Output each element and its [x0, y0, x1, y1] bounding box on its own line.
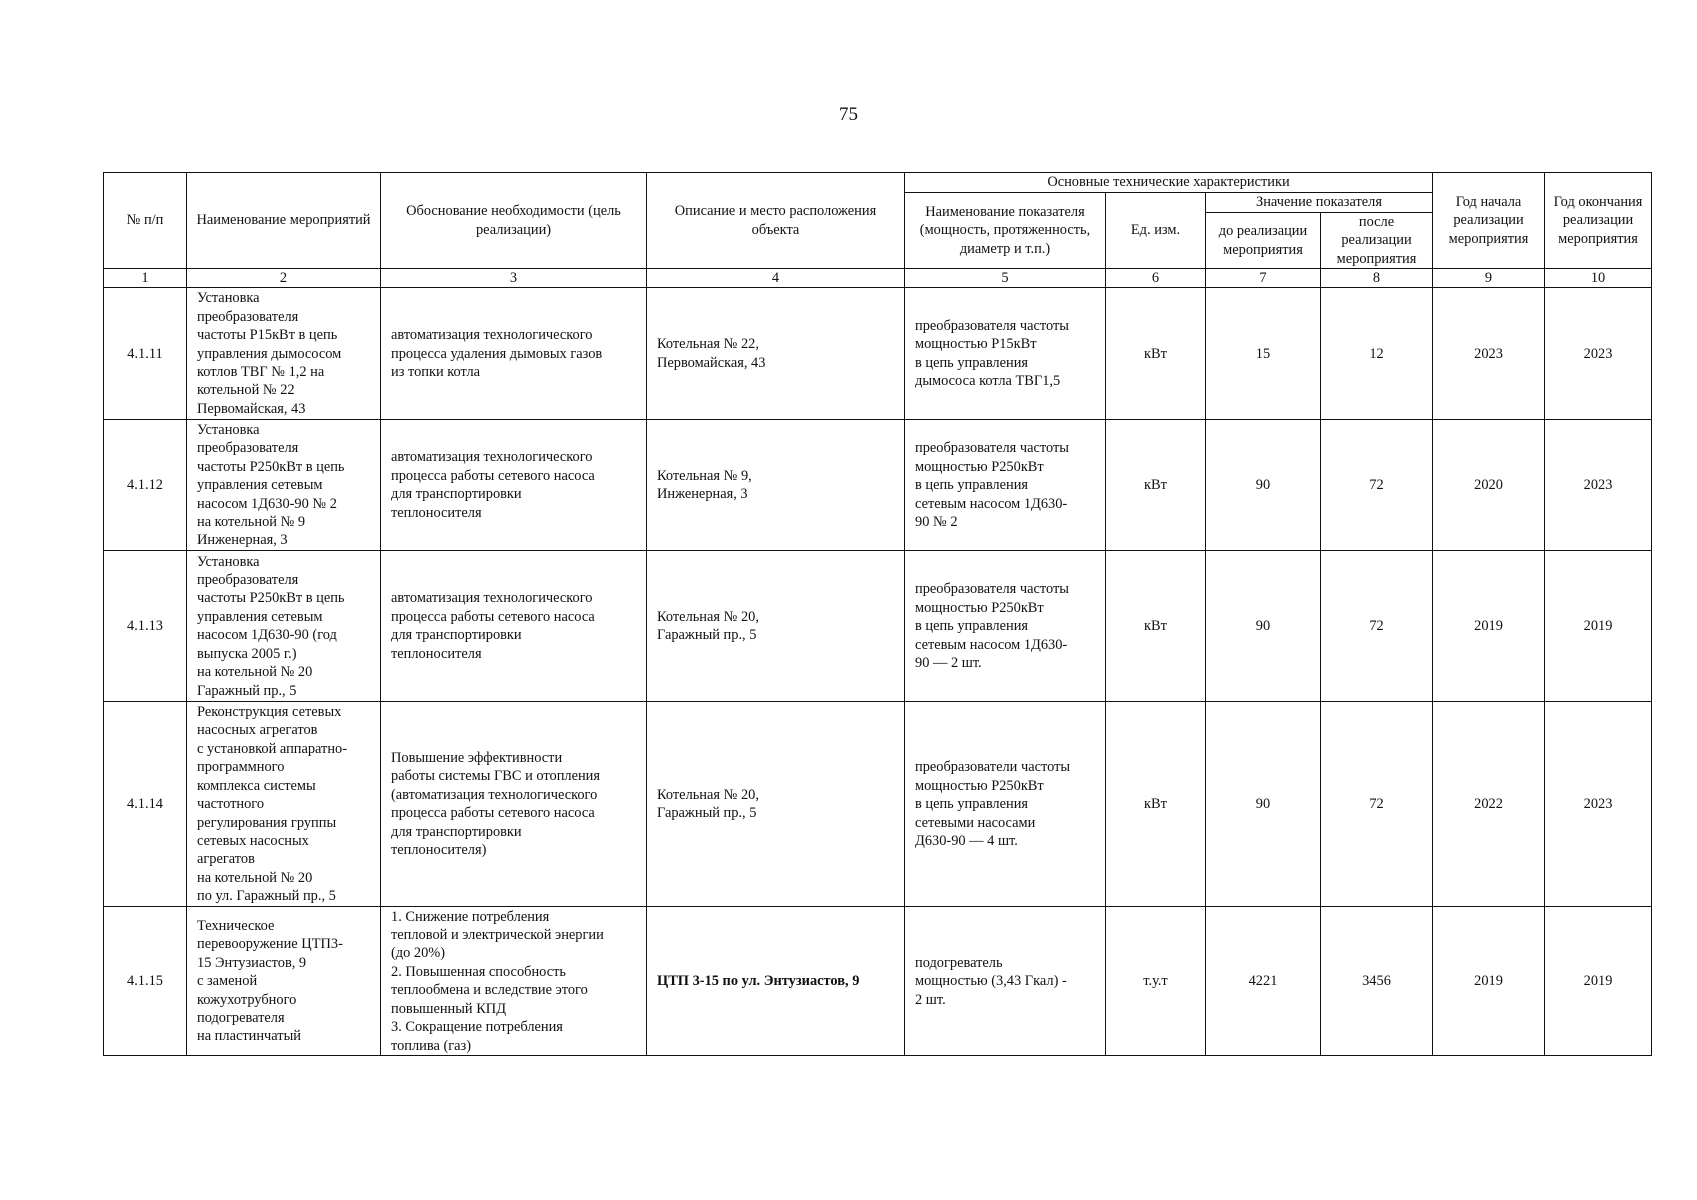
header-name: Наименование мероприятий [187, 173, 381, 269]
row-justification-line: Повышение эффективности [391, 750, 563, 766]
row-name-line: частотного [197, 796, 265, 813]
row-name-line: насосом 1Д630-90 (год [197, 627, 337, 644]
column-number: 4 [647, 269, 905, 288]
row-unit: кВт [1106, 702, 1206, 907]
row-location-line: ЦТП 3-15 по ул. Энтузиастов, 9 [657, 973, 860, 990]
row-indicator-line: Д630-90 — 4 шт. [915, 832, 1018, 849]
row-year-start: 2022 [1433, 702, 1545, 907]
column-number: 3 [381, 269, 647, 288]
row-after: 72 [1321, 702, 1433, 907]
column-number: 8 [1321, 269, 1433, 288]
row-justification-line: (до 20%) [391, 945, 446, 962]
column-number: 5 [905, 269, 1106, 288]
row-year-end: 2023 [1545, 702, 1652, 907]
row-year-end: 2019 [1545, 551, 1652, 702]
row-location [647, 288, 905, 420]
row-name-line: частоты Р15кВт в цепь [197, 327, 338, 344]
row-indicator [905, 907, 1106, 1056]
row-name [187, 420, 381, 551]
row-name-line: на котельной № 9 [197, 513, 306, 530]
row-location-line: Инженерная, 3 [657, 486, 748, 503]
row-after: 72 [1321, 420, 1433, 551]
row-justification [381, 288, 647, 420]
row-year-start: 2019 [1433, 907, 1545, 1056]
row-location [647, 551, 905, 702]
row-name [187, 907, 381, 1056]
row-justification-line: топлива (газ) [391, 1037, 472, 1054]
row-location-line: Котельная № 20, [657, 786, 759, 803]
table-row [104, 420, 1652, 551]
row-justification-line: процесса работы сетевого насоса [391, 608, 595, 625]
row-name-line: с установкой аппаратно- [197, 740, 348, 757]
row-justification-line: процесса работы сетевого насоса [391, 805, 595, 822]
row-indicator [905, 420, 1106, 551]
row-justification-line: работы системы ГВС и отопления [391, 768, 600, 785]
column-number: 10 [1545, 269, 1652, 288]
row-name-line: Первомайская, 43 [197, 400, 306, 417]
row-justification-line: 3. Сокращение потребления [391, 1019, 563, 1036]
header-main-specs: Основные технические характеристики [905, 173, 1433, 193]
row-indicator-line: мощностью Р250кВт [915, 599, 1044, 616]
row-indicator-line: преобразователя частоты [915, 440, 1069, 457]
row-justification-line: автоматизация технологического [391, 327, 593, 344]
row-location [647, 420, 905, 551]
row-indicator-line: подогреватель [915, 954, 1003, 971]
row-indicator [905, 702, 1106, 907]
row-indicator-line: мощностью Р250кВт [915, 777, 1044, 794]
row-name [187, 288, 381, 420]
row-indicator-line: в цепь управления [915, 354, 1029, 371]
row-indicator-line: 90 — 2 шт. [915, 654, 982, 671]
row-after: 12 [1321, 288, 1433, 420]
row-name-line: регулирования группы [197, 814, 337, 831]
row-name-line: насосных агрегатов [197, 722, 318, 739]
page-number: 75 [839, 104, 858, 125]
table-row [104, 702, 1652, 907]
row-name-line: кожухотрубного [197, 991, 297, 1008]
row-name-line: Техническое [197, 917, 275, 934]
row-after: 3456 [1321, 907, 1433, 1056]
row-name-line: управления дымососом [197, 345, 342, 362]
row-name [187, 551, 381, 702]
row-indicator-line: мощностью (3,43 Гкал) - [915, 973, 1067, 990]
row-indicator-line: мощностью Р15кВт [915, 336, 1037, 353]
row-indicator-line: сетевыми насосами [915, 814, 1036, 831]
row-indicator-line: мощностью Р250кВт [915, 458, 1044, 475]
row-num: 4.1.14 [104, 702, 187, 907]
row-location-line: Первомайская, 43 [657, 354, 766, 371]
row-name-line: программного [197, 759, 285, 776]
row-before: 90 [1206, 420, 1321, 551]
row-justification-line: для транспортировки [391, 486, 522, 503]
row-location-line: Котельная № 9, [657, 467, 752, 484]
measures-table [103, 172, 1652, 1056]
row-indicator-line: сетевым насосом 1Д630- [915, 495, 1068, 512]
row-name-line: с заменой [197, 973, 258, 990]
row-justification-line: (автоматизация технологического [391, 786, 598, 803]
row-location-line: Гаражный пр., 5 [657, 627, 757, 644]
table-body [104, 288, 1652, 1056]
row-before: 90 [1206, 551, 1321, 702]
row-name-line: выпуска 2005 г.) [197, 645, 297, 662]
row-indicator-line: преобразователя частоты [915, 317, 1069, 334]
row-justification-line: для транспортировки [391, 627, 522, 644]
row-name-line: Гаражный пр., 5 [197, 682, 297, 699]
row-justification-line: автоматизация технологического [391, 590, 593, 607]
row-name [187, 702, 381, 907]
row-justification-line: процесса работы сетевого насоса [391, 467, 595, 484]
row-before: 4221 [1206, 907, 1321, 1056]
row-name-line: Инженерная, 3 [197, 532, 288, 549]
header-unit: Ед. изм. [1106, 193, 1206, 269]
header-justification: Обоснование необходимости (цель реализации) [381, 173, 647, 269]
row-num: 4.1.12 [104, 420, 187, 551]
header-description: Описание и место расположения объекта [647, 173, 905, 269]
row-location [647, 702, 905, 907]
row-year-start: 2020 [1433, 420, 1545, 551]
row-year-start: 2023 [1433, 288, 1545, 420]
row-justification-line: для транспортировки [391, 823, 522, 840]
row-indicator-line: в цепь управления [915, 477, 1029, 494]
row-name-line: сетевых насосных [197, 832, 309, 849]
row-name-line: Реконструкция сетевых [197, 703, 342, 720]
row-justification [381, 551, 647, 702]
column-number: 6 [1106, 269, 1206, 288]
header-num: № п/п [104, 173, 187, 269]
row-name-line: Установка [197, 290, 260, 307]
column-number: 7 [1206, 269, 1321, 288]
row-justification [381, 702, 647, 907]
row-unit: кВт [1106, 551, 1206, 702]
row-justification-line: тепловой и электрической энергии [391, 927, 604, 943]
row-name-line: перевооружение ЦТП3- [197, 936, 343, 953]
row-name-line: насосом 1Д630-90 № 2 [197, 495, 337, 512]
column-number: 9 [1433, 269, 1545, 288]
column-number-row [104, 269, 1652, 288]
row-unit: т.у.т [1106, 907, 1206, 1056]
row-name-line: на котельной № 20 [197, 664, 313, 681]
row-justification-line: процесса удаления дымовых газов [391, 345, 603, 362]
table-header [104, 173, 1652, 288]
row-name-line: котлов ТВГ № 1,2 на [197, 364, 325, 381]
column-number: 2 [187, 269, 381, 288]
header-year-start: Год начала реализации мероприятия [1433, 173, 1545, 269]
row-before: 15 [1206, 288, 1321, 420]
row-justification-line: теплоносителя) [391, 842, 487, 859]
row-justification-line: теплоносителя [391, 504, 482, 521]
row-indicator [905, 551, 1106, 702]
row-justification-line: повышенный КПД [391, 1000, 507, 1017]
row-unit: кВт [1106, 288, 1206, 420]
row-after: 72 [1321, 551, 1433, 702]
table-row [104, 551, 1652, 702]
row-justification-line: 2. Повышенная способность [391, 963, 566, 980]
header-before: до реализации мероприятия [1206, 213, 1321, 269]
row-indicator-line: 2 шт. [915, 991, 946, 1008]
row-name-line: преобразователя [197, 572, 299, 588]
row-justification [381, 907, 647, 1056]
row-name-line: 15 Энтузиастов, 9 [197, 954, 307, 971]
row-indicator [905, 288, 1106, 420]
row-name-line: преобразователя [197, 308, 299, 325]
row-indicator-line: 90 № 2 [915, 513, 958, 530]
row-justification-line: 1. Снижение потребления [391, 908, 550, 925]
header-indicator-name: Наименование показателя (мощность, протяженность, диаметр и т.п.) [905, 193, 1106, 269]
row-location-line: Котельная № 20, [657, 608, 759, 625]
row-name-line: частоты Р250кВт в цепь [197, 458, 345, 475]
row-justification-line: теплоносителя [391, 645, 482, 662]
row-name-line: преобразователя [197, 440, 299, 457]
row-name-line: по ул. Гаражный пр., 5 [197, 888, 336, 905]
row-justification-line: из топки котла [391, 364, 481, 381]
row-location-line: Гаражный пр., 5 [657, 805, 757, 822]
row-location [647, 907, 905, 1056]
row-num: 4.1.13 [104, 551, 187, 702]
header-year-end: Год окончания реализации мероприятия [1545, 173, 1652, 269]
row-year-end: 2023 [1545, 420, 1652, 551]
row-indicator-line: в цепь управления [915, 618, 1029, 635]
row-name-line: управления сетевым [197, 477, 323, 494]
row-indicator-line: преобразователя частоты [915, 581, 1069, 598]
row-before: 90 [1206, 702, 1321, 907]
row-name-line: управления сетевым [197, 608, 323, 625]
row-justification-line: теплообмена и вследствие этого [391, 982, 588, 999]
row-year-end: 2023 [1545, 288, 1652, 420]
row-name-line: Установка [197, 421, 260, 438]
row-year-start: 2019 [1433, 551, 1545, 702]
row-name-line: котельной № 22 [197, 382, 295, 399]
row-justification-line: автоматизация технологического [391, 449, 593, 466]
row-num: 4.1.11 [104, 288, 187, 420]
row-name-line: частоты Р250кВт в цепь [197, 590, 345, 607]
row-unit: кВт [1106, 420, 1206, 551]
row-justification [381, 420, 647, 551]
header-after: после реализации мероприятия [1321, 213, 1433, 269]
row-name-line: агрегатов [197, 851, 255, 868]
table-row [104, 907, 1652, 1056]
row-indicator-line: в цепь управления [915, 796, 1029, 813]
row-location-line: Котельная № 22, [657, 336, 759, 353]
row-year-end: 2019 [1545, 907, 1652, 1056]
row-num: 4.1.15 [104, 907, 187, 1056]
row-indicator-line: преобразователи частоты [915, 759, 1071, 776]
row-indicator-line: сетевым насосом 1Д630- [915, 636, 1068, 653]
row-name-line: подогревателя [197, 1009, 285, 1026]
table-row [104, 288, 1652, 420]
row-indicator-line: дымососа котла ТВГ1,5 [915, 373, 1061, 390]
row-name-line: Установка [197, 553, 260, 570]
row-name-line: на пластинчатый [197, 1028, 301, 1045]
row-name-line: комплекса системы [197, 777, 316, 794]
column-number: 1 [104, 269, 187, 288]
row-name-line: на котельной № 20 [197, 869, 313, 886]
header-indicator-value: Значение показателя [1206, 193, 1433, 213]
